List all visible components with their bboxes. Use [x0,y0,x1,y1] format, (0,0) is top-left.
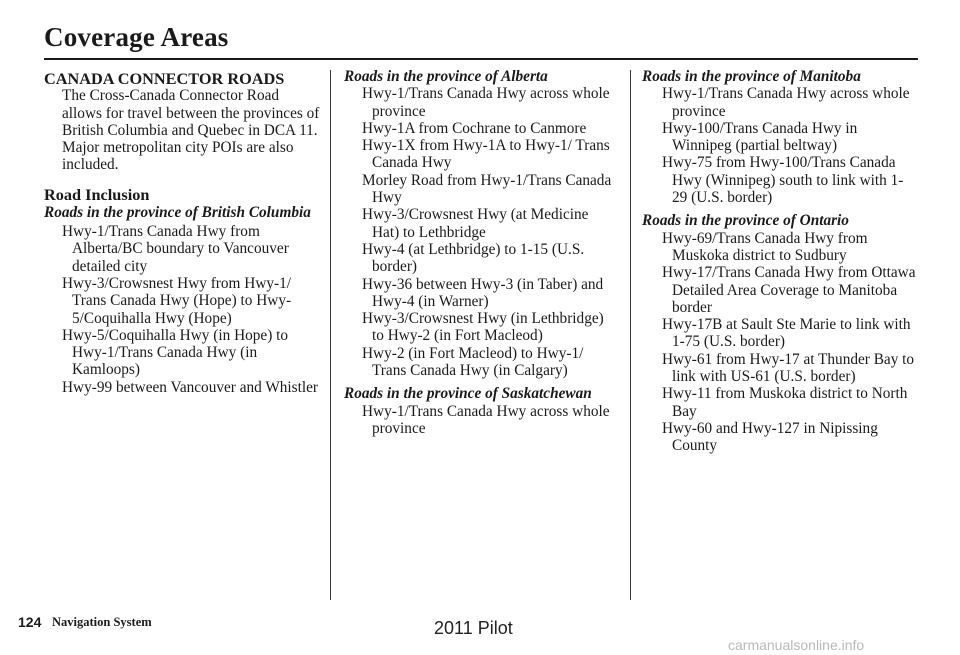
road-item: Hwy-60 and Hwy-127 in Nipissing County [662,419,878,455]
column-2 [344,68,618,437]
road-list-ontario [642,230,918,455]
column-3 [642,68,918,455]
province-heading-alberta: Roads in the province of Alberta [344,68,548,85]
road-item: Hwy-1/Trans Canada Hwy across whole province [362,402,610,437]
road-list-manitoba [642,85,918,206]
province-heading-british-columbia: Roads in the province of British Columbia [44,204,311,222]
road-item: Hwy-1/Trans Canada Hwy across whole province [362,85,610,120]
road-list-british-columbia [44,223,320,396]
road-item: Hwy-1/Trans Canada Hwy across whole province [662,85,910,120]
province-heading-ontario: Roads in the province of Ontario [642,212,849,230]
road-item: Hwy-75 from Hwy-100/Trans Canada Hwy (Winnipeg) south to link with 1-29 (U.S. border) [662,154,904,207]
title-rule [44,58,918,60]
road-item: Hwy-99 between Vancouver and Whistler [62,378,319,396]
road-item: Hwy-11 from Muskoka district to North Bay [662,385,908,420]
road-item: Hwy-36 between Hwy-3 (in Taber) and Hwy-4 (in Warner) [362,275,604,310]
road-item: Morley Road from Hwy-1/Trans Canada Hwy [362,171,612,207]
section-heading: CANADA CONNECTOR ROADS [44,69,285,88]
road-inclusion-heading: Road Inclusion [44,184,150,204]
column-divider [330,70,331,600]
watermark: carmanualsonline.info [728,637,865,653]
road-item: Hwy-17B at Sault Ste Marie to link with 1-75 (U.S. border) [662,316,911,351]
road-item: Hwy-1X from Hwy-1A to Hwy-1/ Trans Canada Hwy [362,137,610,172]
road-list-alberta [344,85,618,379]
province-heading-manitoba: Roads in the province of Manitoba [642,68,861,85]
column-1 [44,68,320,396]
road-item: Hwy-4 (at Lethbridge) to 1-15 (U.S. border) [362,240,585,276]
road-item: Hwy-17/Trans Canada Hwy from Ottawa Detailed Area Coverage to Manitoba border [662,264,916,316]
intro-paragraph: The Cross-Canada Connector Road allows for travel between the provinces of British Columbia and Quebec in DCA 11. Major metropolitan city POIs are also included. [62,87,320,174]
footer-label: Navigation System [52,615,152,629]
page-title: Coverage Areas [44,22,229,52]
road-item: Hwy-1/Trans Canada Hwy from Alberta/BC boundary to Vancouver detailed city [62,223,289,275]
page-number: 124 [18,614,42,630]
road-item: Hwy-1A from Cochrane to Canmore [362,119,587,137]
road-item: Hwy-5/Coquihalla Hwy (in Hope) to Hwy-1/Trans Canada Hwy (in Kamloops) [62,326,289,379]
road-item: Hwy-100/Trans Canada Hwy in Winnipeg (partial beltway) [662,119,858,155]
footer-model: 2011 Pilot [434,618,513,638]
column-divider [630,70,631,600]
road-item: Hwy-3/Crowsnest Hwy (at Medicine Hat) to Lethbridge [362,206,589,241]
road-item: Hwy-2 (in Fort Macleod) to Hwy-1/ Trans Canada Hwy (in Calgary) [362,344,584,380]
road-list-saskatchewan [344,403,618,438]
road-item: Hwy-3/Crowsnest Hwy from Hwy-1/ Trans Canada Hwy (Hope) to Hwy-5/Coquihalla Hwy (Hope) [62,274,292,327]
road-item: Hwy-3/Crowsnest Hwy (in Lethbridge) to Hwy-2 (in Fort Macleod) [362,310,604,345]
province-heading-saskatchewan: Roads in the province of Saskatchewan [344,385,592,403]
road-item: Hwy-69/Trans Canada Hwy from Muskoka district to Sudbury [662,229,868,264]
road-item: Hwy-61 from Hwy-17 at Thunder Bay to link with US-61 (U.S. border) [662,350,915,386]
